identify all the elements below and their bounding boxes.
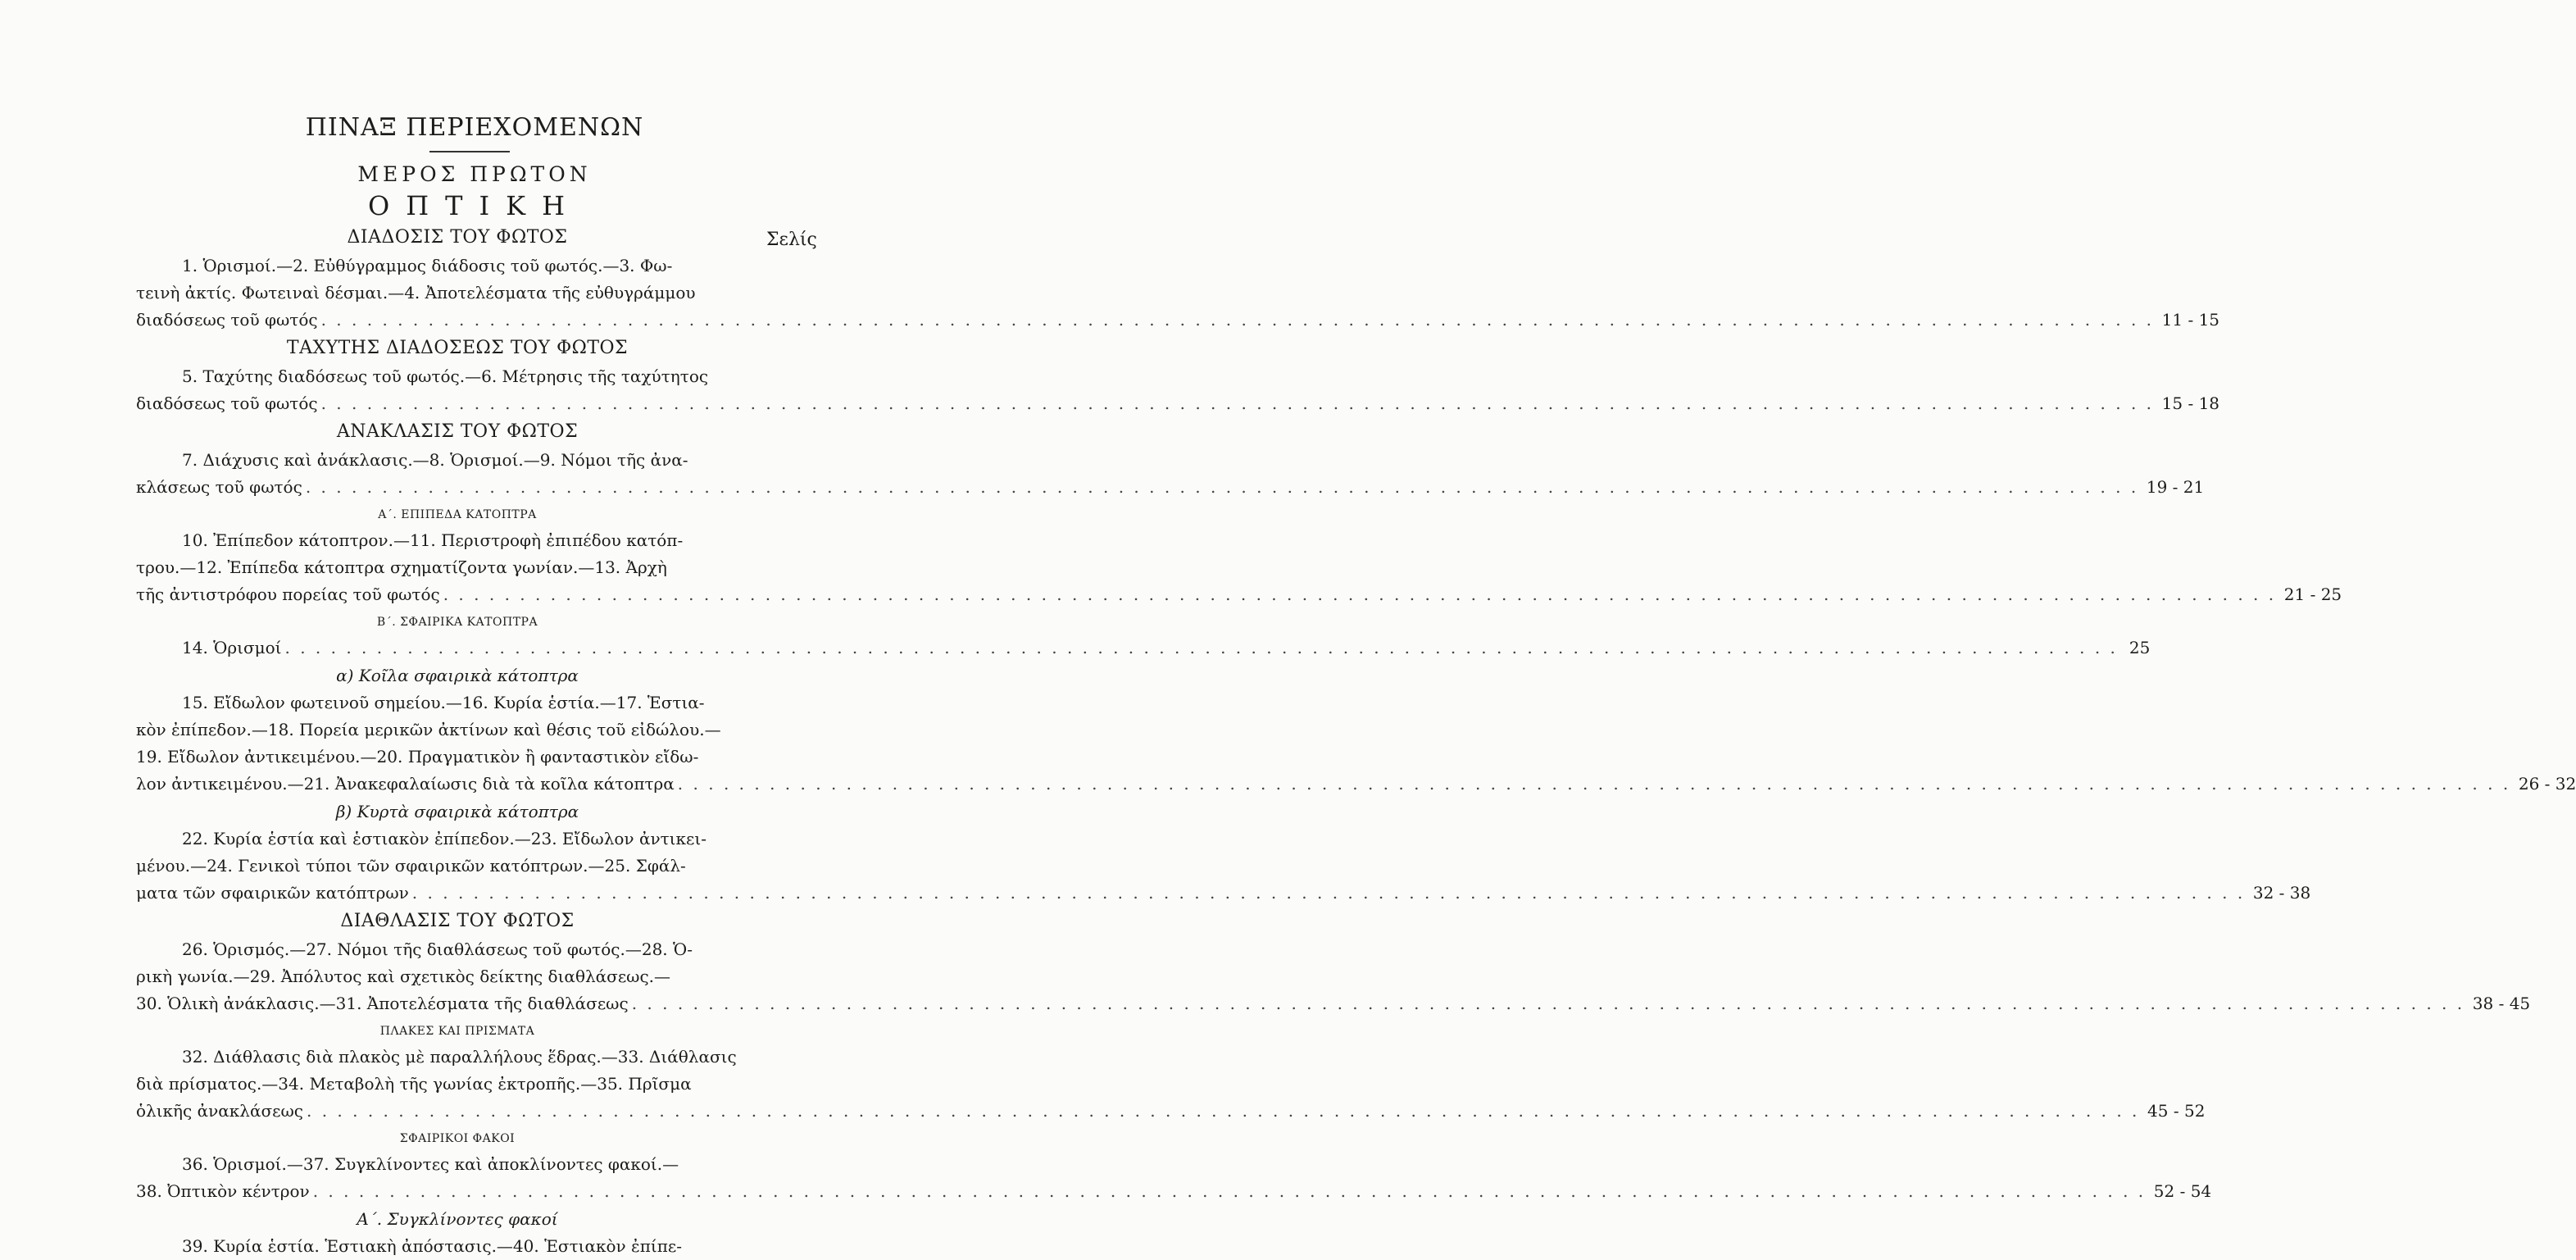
page-column-label: Σελίς [766, 230, 817, 250]
entry-line: κὸν ἐπίπεδον.—18. Πορεία μερικῶν ἀκτίνων καὶ θέσις τοῦ εἰδώλου.— [136, 720, 721, 739]
page-range: 45 - 52 [2147, 1101, 2206, 1121]
page-range: 19 - 21 [2146, 477, 2205, 497]
toc-entry [136, 1151, 2212, 1205]
entry-last-line [136, 1098, 2206, 1125]
italic-subheading: Α΄. Συγκλίνοντες φακοί [357, 1209, 558, 1229]
entry-line: 32. Διάθλασις διὰ πλακὸς μὲ παραλλήλους ἕδρας.—33. Διάθλασις [182, 1047, 737, 1067]
entry-last-line [136, 474, 2205, 501]
toc-entry [136, 447, 2205, 501]
entry-last-line [136, 1178, 2212, 1205]
entry-line: 26. Ὁρισμός.—27. Νόμοι τῆς διαθλάσεως τοῦ φωτός.—28. Ὁ- [182, 939, 693, 959]
leader-dots: . . . . . . . . . . . . . . . . . . . . . . . . . . . . . . . . . . . . . . . . . . . . . . . . . . . . . . . . . . . . . . . . . . . . . . . . . . . . . . . . . . . . . . . . . . . . . . . . . . . . . . . . . . . . . . . . . . . . . . . . [411, 883, 2246, 903]
subsection-heading: ΣΦΑΙΡΙΚΟΙ ΦΑΚΟΙ [399, 1132, 516, 1145]
entry-text: ὁλικῆς ἀνακλάσεως [136, 1101, 303, 1121]
entry-last-line [136, 307, 2220, 334]
page-range: 25 [2128, 638, 2151, 657]
entry-line: διὰ πρίσματος.—34. Μεταβολὴ τῆς γωνίας ἐκτροπῆς.—35. Πρῖσμα [136, 1074, 692, 1094]
toc-entry [136, 363, 2220, 417]
leader-dots: . . . . . . . . . . . . . . . . . . . . . . . . . . . . . . . . . . . . . . . . . . . . . . . . . . . . . . . . . . . . . . . . . . . . . . . . . . . . . . . . . . . . . . . . . . . . . . . . . . . . . . . . . . . . . . . . . . . . . . . . [677, 774, 2511, 794]
entry-line: μένου.—24. Γενικοὶ τύποι τῶν σφαιρικῶν κατόπτρων.—25. Σφάλ- [136, 856, 686, 876]
entry-line: 5. Ταχύτης διαδόσεως τοῦ φωτός.—6. Μέτρησις τῆς ταχύτητος [182, 366, 709, 386]
entry-last-line [136, 390, 2220, 417]
entry-line: 7. Διάχυσις καὶ ἀνάκλασις.—8. Ὁρισμοί.—9. Νόμοι τῆς ἀνα- [182, 450, 688, 470]
page-range: 52 - 54 [2153, 1181, 2212, 1201]
page-range: 26 - 32 [2518, 774, 2576, 794]
entry-line: 15. Εἴδωλον φωτεινοῦ σημείου.—16. Κυρία ἑστία.—17. Ἑστια- [182, 693, 705, 712]
leader-dots: . . . . . . . . . . . . . . . . . . . . . . . . . . . . . . . . . . . . . . . . . . . . . . . . . . . . . . . . . . . . . . . . . . . . . . . . . . . . . . . . . . . . . . . . . . . . . . . . . . . . . . . . . . . . . . . . . . . . . . . . [284, 638, 2118, 657]
subsection-heading: ΠΛΑΚΕΣ ΚΑΙ ΠΡΙΣΜΑΤΑ [379, 1025, 535, 1038]
section-heading: ΑΝΑΚΛΑΣΙΣ ΤΟΥ ΦΩΤΟΣ [336, 421, 579, 442]
toc-entry [136, 527, 2342, 608]
entry-line: τεινὴ ἀκτίς. Φωτειναὶ δέσμαι.—4. Ἀποτελέσματα τῆς εὐθυγράμμου [136, 283, 696, 302]
toc-entry [136, 689, 2576, 798]
entry-last-line [136, 771, 2576, 798]
entry-text: τῆς ἀντιστρόφου πορείας τοῦ φωτός [136, 585, 440, 604]
entry-line: 22. Κυρία ἑστία καὶ ἑστιακὸν ἐπίπεδον.—23. Εἴδωλον ἀντικει- [182, 829, 706, 848]
italic-subheading: α) Κοῖλα σφαιρικὰ κάτοπτρα [336, 666, 579, 685]
entry-line: 19. Εἴδωλον ἀντικειμένου.—20. Πραγματικὸν ἢ φανταστικὸν εἴδω- [136, 747, 699, 766]
leader-dots: . . . . . . . . . . . . . . . . . . . . . . . . . . . . . . . . . . . . . . . . . . . . . . . . . . . . . . . . . . . . . . . . . . . . . . . . . . . . . . . . . . . . . . . . . . . . . . . . . . . . . . . . . . . . . . . . . . . . . . . . [320, 310, 2155, 330]
entry-text: διαδόσεως τοῦ φωτός [136, 310, 318, 330]
leader-dots: . . . . . . . . . . . . . . . . . . . . . . . . . . . . . . . . . . . . . . . . . . . . . . . . . . . . . . . . . . . . . . . . . . . . . . . . . . . . . . . . . . . . . . . . . . . . . . . . . . . . . . . . . . . . . . . . . . . . . . . . [631, 994, 2465, 1013]
entry-line: τρου.—12. Ἐπίπεδα κάτοπτρα σχηματίζοντα γωνίαν.—13. Ἀρχὴ [136, 557, 667, 577]
page-range: 38 - 45 [2472, 994, 2531, 1013]
italic-subheading: β) Κυρτὰ σφαιρικὰ κάτοπτρα [335, 802, 579, 821]
toc-entry [136, 826, 2311, 907]
entry-text: 38. Ὀπτικὸν κέντρον [136, 1181, 310, 1201]
leader-dots: . . . . . . . . . . . . . . . . . . . . . . . . . . . . . . . . . . . . . . . . . . . . . . . . . . . . . . . . . . . . . . . . . . . . . . . . . . . . . . . . . . . . . . . . . . . . . . . . . . . . . . . . . . . . . . . . . . . . . . . . [305, 477, 2139, 497]
table-of-contents [136, 223, 2576, 1260]
page-range: 11 - 15 [2161, 310, 2220, 330]
leader-dots: . . . . . . . . . . . . . . . . . . . . . . . . . . . . . . . . . . . . . . . . . . . . . . . . . . . . . . . . . . . . . . . . . . . . . . . . . . . . . . . . . . . . . . . . . . . . . . . . . . . . . . . . . . . . . . . . . . . . . . . . [312, 1181, 2147, 1201]
section-heading: ΔΙΑΘΛΑΣΙΣ ΤΟΥ ΦΩΤΟΣ [340, 911, 575, 931]
entry-last-line [136, 581, 2342, 608]
leader-dots: . . . . . . . . . . . . . . . . . . . . . . . . . . . . . . . . . . . . . . . . . . . . . . . . . . . . . . . . . . . . . . . . . . . . . . . . . . . . . . . . . . . . . . . . . . . . . . . . . . . . . . . . . . . . . . . . . . . . . . . . [320, 393, 2155, 413]
page-range: 21 - 25 [2283, 585, 2342, 604]
section-heading: ΤΑΧΥΤΗΣ ΔΙΑΔΟΣΕΩΣ ΤΟΥ ΦΩΤΟΣ [286, 338, 629, 358]
page-range: 32 - 38 [2252, 883, 2311, 903]
page-range: 15 - 18 [2161, 393, 2220, 413]
toc-entry [136, 1233, 811, 1260]
subsection-heading: Α΄. ΕΠΙΠΕΔΑ ΚΑΤΟΠΤΡΑ [378, 508, 537, 521]
entry-text: ματα τῶν σφαιρικῶν κατόπτρων [136, 883, 409, 903]
subsection-heading: Β΄. ΣΦΑΙΡΙΚΑ ΚΑΤΟΠΤΡΑ [376, 616, 538, 629]
entry-line: 10. Ἐπίπεδον κάτοπτρον.—11. Περιστροφὴ ἐπιπέδου κατόπ- [182, 530, 684, 550]
entry-last-line [136, 635, 2151, 662]
entry-last-line [136, 990, 2531, 1017]
toc-entry [136, 1044, 2206, 1125]
title-underline [429, 151, 510, 152]
toc-entry [136, 936, 2531, 1017]
entry-text: λον ἀντικειμένου.—21. Ἀνακεφαλαίωσις διὰ τὰ κοῖλα κάτοπτρα [136, 774, 675, 794]
entry-text: 30. Ὁλικὴ ἀνάκλασις.—31. Ἀποτελέσματα τῆς διαθλάσεως [136, 994, 629, 1013]
entry-line: ρικὴ γωνία.—29. Ἀπόλυτος καὶ σχετικὸς δείκτης διαθλάσεως.— [136, 967, 671, 986]
part-heading: ΜΕΡΟΣ ΠΡΩΤΟΝ [357, 162, 592, 186]
entry-line: 39. Κυρία ἑστία. Ἑστιακὴ ἀπόστασις.—40. Ἑστιακὸν ἐπίπε- [182, 1236, 683, 1256]
entry-text: κλάσεως τοῦ φωτός [136, 477, 302, 497]
entry-text: 14. Ὁρισμοί [182, 638, 282, 657]
entry-line: 1. Ὁρισμοί.—2. Εὐθύγραμμος διάδοσις τοῦ φωτός.—3. Φω- [182, 256, 673, 275]
leader-dots: . . . . . . . . . . . . . . . . . . . . . . . . . . . . . . . . . . . . . . . . . . . . . . . . . . . . . . . . . . . . . . . . . . . . . . . . . . . . . . . . . . . . . . . . . . . . . . . . . . . . . . . . . . . . . . . . . . . . . . . . [443, 585, 2277, 604]
section-heading: ΔΙΑΔΟΣΙΣ ΤΟΥ ΦΩΤΟΣ [347, 227, 568, 248]
page-title: ΠΙΝΑΞ ΠΕΡΙΕΧΟΜΕΝΩΝ [305, 113, 644, 142]
toc-entry [136, 252, 2220, 334]
entry-last-line [136, 880, 2311, 907]
entry-line: 36. Ὁρισμοί.—37. Συγκλίνοντες καὶ ἀποκλίνοντες φακοί.— [182, 1154, 679, 1174]
entry-text: διαδόσεως τοῦ φωτός [136, 393, 318, 413]
toc-entry [136, 635, 2151, 662]
subject-heading: ΟΠΤΙΚΗ [368, 190, 581, 221]
leader-dots: . . . . . . . . . . . . . . . . . . . . . . . . . . . . . . . . . . . . . . . . . . . . . . . . . . . . . . . . . . . . . . . . . . . . . . . . . . . . . . . . . . . . . . . . . . . . . . . . . . . . . . . . . . . . . . . . . . . . . . . . [306, 1101, 2140, 1121]
